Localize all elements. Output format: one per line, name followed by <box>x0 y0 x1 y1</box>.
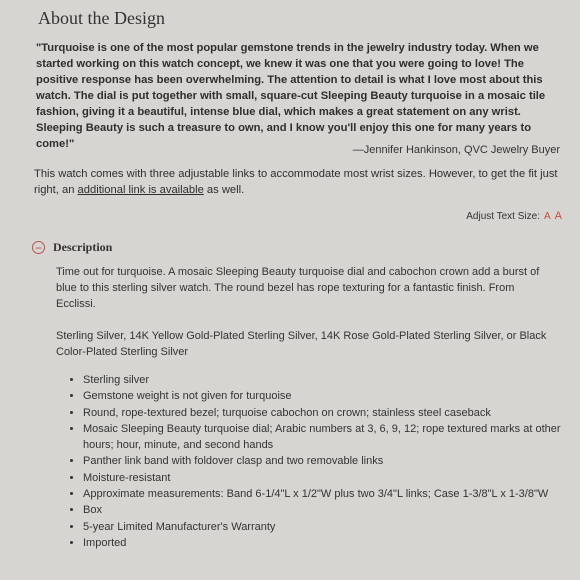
list-item: • Approximate measurements: Band 6-1/4"L x 1/2"W plus two 3/4"L links; Case 1-3/8"L x 1-3/8"W <box>83 486 573 502</box>
metal-options-paragraph: Sterling Silver, 14K Yellow Gold-Plated Sterling Silver, 14K Rose Gold-Plated Sterling Silver, or Black Color-Plated Sterling Silver <box>56 330 547 358</box>
designer-quote: "Turquoise is one of the most popular gemstone trends in the jewelry industry today. When we started working on this watch concept, we knew it was one that you were going to love! The positive response has been overwhelming. The attention to detail is what I love most about this watch. The dial is put together with small, square-cut Sleeping Beauty turquoise in a mosaic tile fashion, giving it a beautiful, intense blue dial, which makes a great statement on any wrist. Sleeping Beauty is such a treasure to own, and I know you'll enjoy this one for many years to come!" <box>36 42 546 150</box>
features-list <box>66 372 573 551</box>
minus-circle-icon[interactable]: − <box>32 241 45 254</box>
quote-attribution: —Jennifer Hankinson, QVC Jewelry Buyer <box>352 144 560 156</box>
links-info-after: as well. <box>203 184 245 196</box>
list-item: • Round, rope-textured bezel; turquoise cabochon on crown; stainless steel caseback <box>83 405 573 421</box>
list-item: • Box <box>83 502 573 518</box>
list-item: • Mosaic Sleeping Beauty turquoise dial; Arabic numbers at 3, 6, 9, 12; rope textured marks at other hours; hour, minute, and second hands <box>83 421 573 454</box>
description-paragraph: Time out for turquoise. A mosaic Sleeping Beauty turquoise dial and cabochon crown add a burst of blue to this sterling silver watch. The round bezel has rope texturing for a fantastic finish. From Ecclissi. <box>56 266 540 310</box>
description-body <box>56 264 556 376</box>
adjust-text-size <box>466 210 562 222</box>
links-info-before: This watch comes with three adjustable links to accommodate most wrist sizes. However, to get the fit just right, an <box>34 168 558 196</box>
links-info-text <box>34 166 559 198</box>
text-size-small-button[interactable]: A <box>543 210 551 222</box>
list-item: • 5-year Limited Manufacturer's Warranty <box>83 519 573 535</box>
list-item: • Imported <box>83 535 573 551</box>
description-toggle[interactable] <box>32 240 112 255</box>
list-item: • Panther link band with foldover clasp and two removable links <box>83 453 573 469</box>
adjust-text-size-label: Adjust Text Size: <box>466 210 540 222</box>
about-design-heading: About the Design <box>38 8 165 28</box>
list-item: • Sterling silver <box>83 372 573 388</box>
text-size-large-button[interactable]: A <box>554 210 562 222</box>
list-item: • Moisture-resistant <box>83 470 573 486</box>
description-heading: Description <box>53 240 113 254</box>
additional-link-link[interactable]: additional link is available <box>77 184 204 196</box>
list-item: • Gemstone weight is not given for turquoise <box>83 388 573 404</box>
